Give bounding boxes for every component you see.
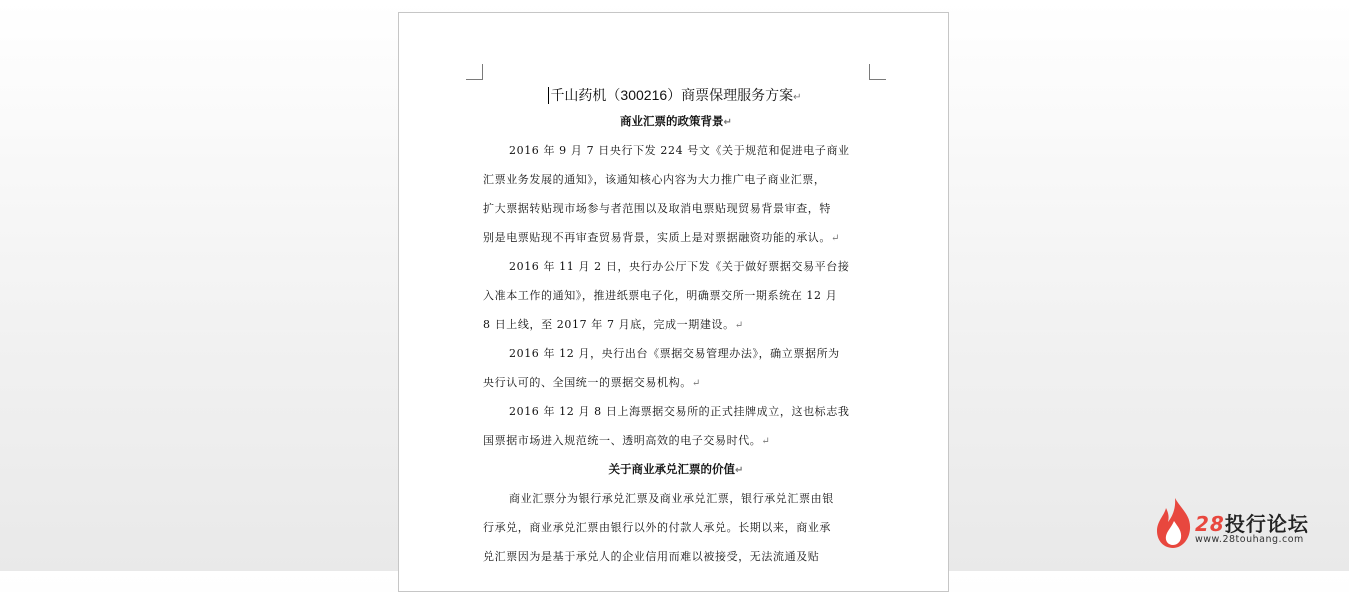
section-heading-text: 商业汇票的政策背景 xyxy=(620,114,724,128)
paragraph-line xyxy=(483,368,869,397)
forum-title: 投行论坛 xyxy=(1224,512,1309,536)
paragraph-line-text: 2016 年 12 月，央行出台《票据交易管理办法》，确立票据所为 xyxy=(509,347,840,360)
paragraph-line xyxy=(483,252,869,281)
paragraph-line xyxy=(483,426,869,455)
paragraph-line-text: 央行认可的、全国统一的票据交易机构。 xyxy=(483,376,692,389)
paragraph-line-text: 别是电票贴现不再审查贸易背景，实质上是对票据融资功能的承认。 xyxy=(483,231,831,244)
paragraph-line-text: 兑汇票因为是基于承兑人的企业信用而难以被接受，无法流通及贴 xyxy=(483,550,820,563)
paragraph-mark: ↵ xyxy=(831,233,840,244)
document-title[interactable] xyxy=(483,83,869,107)
paragraph-line-text: 入准本工作的通知》，推进纸票电子化，明确票交所一期系统在 12 月 xyxy=(483,289,838,302)
paragraph-line-text: 2016 年 9 月 7 日央行下发 224 号文《关于规范和促进电子商业 xyxy=(509,144,850,157)
paragraph-mark: ↵ xyxy=(723,117,732,128)
paragraph-line-text: 扩大票据转贴现市场参与者范围以及取消电票贴现贸易背景审查，特 xyxy=(483,202,831,215)
paragraph-line xyxy=(483,542,869,571)
section-heading[interactable] xyxy=(483,455,869,484)
paragraph-mark: ↵ xyxy=(734,320,744,331)
paragraph-line-text: 2016 年 12 月 8 日上海票据交易所的正式挂牌成立，这也标志我 xyxy=(509,405,850,418)
paragraph-line xyxy=(483,484,869,513)
paragraph-line xyxy=(483,339,869,368)
body-paragraph[interactable] xyxy=(483,252,869,339)
paragraph-line xyxy=(483,223,869,252)
paragraph-line-text: 国票据市场进入规范统一、透明高效的电子交易时代。 xyxy=(483,434,762,447)
margin-crop-mark-right xyxy=(869,64,886,80)
body-paragraph[interactable] xyxy=(483,339,869,397)
paragraph-line xyxy=(483,136,869,165)
paragraph-line xyxy=(483,165,869,194)
paragraph-line-text: 商业汇票分为银行承兑汇票及商业承兑汇票，银行承兑汇票由银 xyxy=(509,492,834,505)
flame-icon xyxy=(1155,497,1193,549)
document-page[interactable] xyxy=(398,12,949,592)
forum-watermark-logo xyxy=(1155,497,1335,549)
paragraph-line xyxy=(483,310,869,339)
paragraph-line xyxy=(483,397,869,426)
margin-crop-mark-left xyxy=(466,64,483,80)
paragraph-line xyxy=(483,513,869,542)
paragraph-line xyxy=(483,194,869,223)
section-heading[interactable] xyxy=(483,107,869,136)
body-paragraph[interactable] xyxy=(483,484,869,571)
paragraph-mark: ↵ xyxy=(793,92,802,103)
paragraph-line-text: 8 日上线，至 2017 年 7 月底，完成一期建设。 xyxy=(483,318,735,331)
document-body[interactable] xyxy=(483,83,869,571)
body-paragraph[interactable] xyxy=(483,136,869,252)
paragraph-line-text: 2016 年 11 月 2 日，央行办公厅下发《关于做好票据交易平台接 xyxy=(509,260,850,273)
forum-number: 28 xyxy=(1195,512,1225,536)
paragraph-line xyxy=(483,281,869,310)
text-cursor xyxy=(548,87,549,104)
forum-name xyxy=(1195,508,1309,537)
section-heading-text: 关于商业承兑汇票的价值 xyxy=(608,462,736,476)
document-title-text: 千山药机（300216）商票保理服务方案 xyxy=(550,87,794,103)
paragraph-mark: ↵ xyxy=(735,465,744,476)
paragraph-mark: ↵ xyxy=(691,378,701,389)
document-sections xyxy=(483,107,869,571)
forum-url: www.28touhang.com xyxy=(1195,534,1304,545)
paragraph-line-text: 汇票业务发展的通知》，该通知核心内容为大力推广电子商业汇票， xyxy=(483,173,826,186)
paragraph-line-text: 行承兑，商业承兑汇票由银行以外的付款人承兑。长期以来，商业承 xyxy=(483,521,831,534)
body-paragraph[interactable] xyxy=(483,397,869,455)
paragraph-mark: ↵ xyxy=(761,436,771,447)
